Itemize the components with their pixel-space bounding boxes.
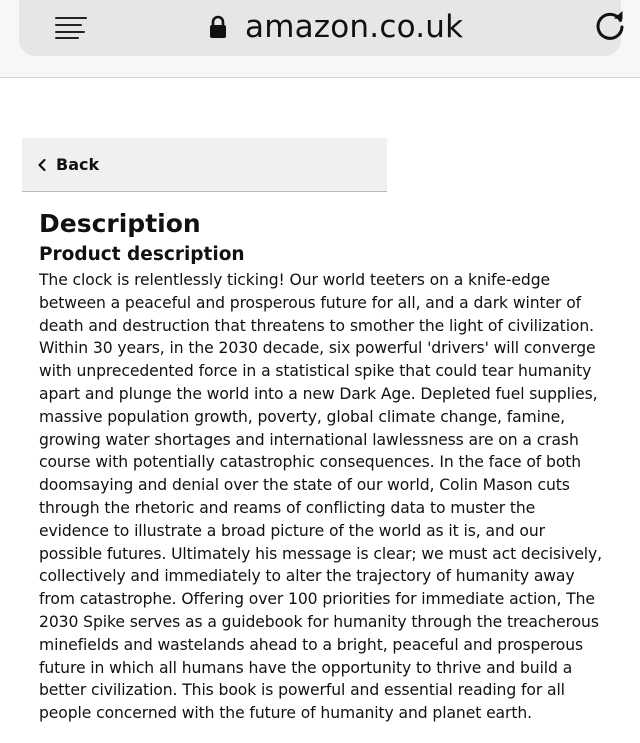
description-section: [39, 207, 609, 725]
product-description-heading: Product description: [39, 244, 245, 265]
description-heading: Description: [39, 209, 201, 238]
reload-icon[interactable]: [592, 8, 628, 44]
menu-icon[interactable]: [55, 15, 87, 39]
url-text: amazon.co.uk: [245, 9, 464, 45]
back-label: Back: [56, 155, 100, 174]
browser-toolbar: [0, 0, 640, 78]
chevron-left-icon: [37, 158, 47, 172]
url-display[interactable]: [209, 5, 463, 49]
product-description-text: The clock is relentlessly ticking! Our world teeters on a knife-edge between a peaceful and prosperous future for all, and a dark winter of death and destruction that threatens to smother the light of civilization. Within 30 years, in the 2030 decade, six powerful 'drivers' will converge with unprecedented force in a statistical spike that could tear humanity apart and plunge the world into a new Dark Age. Depleted fuel supplies, massive population growth, poverty, global climate change, famine, growing water shortages and international lawlessness are on a crash course with potentially catastrophic consequences. In the face of both doomsaying and denial over the state of our world, Colin Mason cuts through the rhetoric and reams of conflicting data to muster the evidence to illustrate a broad picture of the world as it is, and our possible futures. Ultimately his message is clear; we must act decisively, collectively and immediately to alter the trajectory of humanity away from catastrophe. Offering over 100 priorities for immediate action, The 2030 Spike serves as a guidebook for humanity through the treacherous minefields and wastelands ahead to a bright, peaceful and prosperous future in which all humans have the opportunity to thrive and build a better civilization. This book is powerful and essential reading for all people concerned with the future of humanity and planet earth.: [39, 271, 603, 723]
back-button[interactable]: [22, 138, 387, 192]
address-bar[interactable]: [19, 0, 621, 56]
lock-icon: [209, 15, 227, 39]
